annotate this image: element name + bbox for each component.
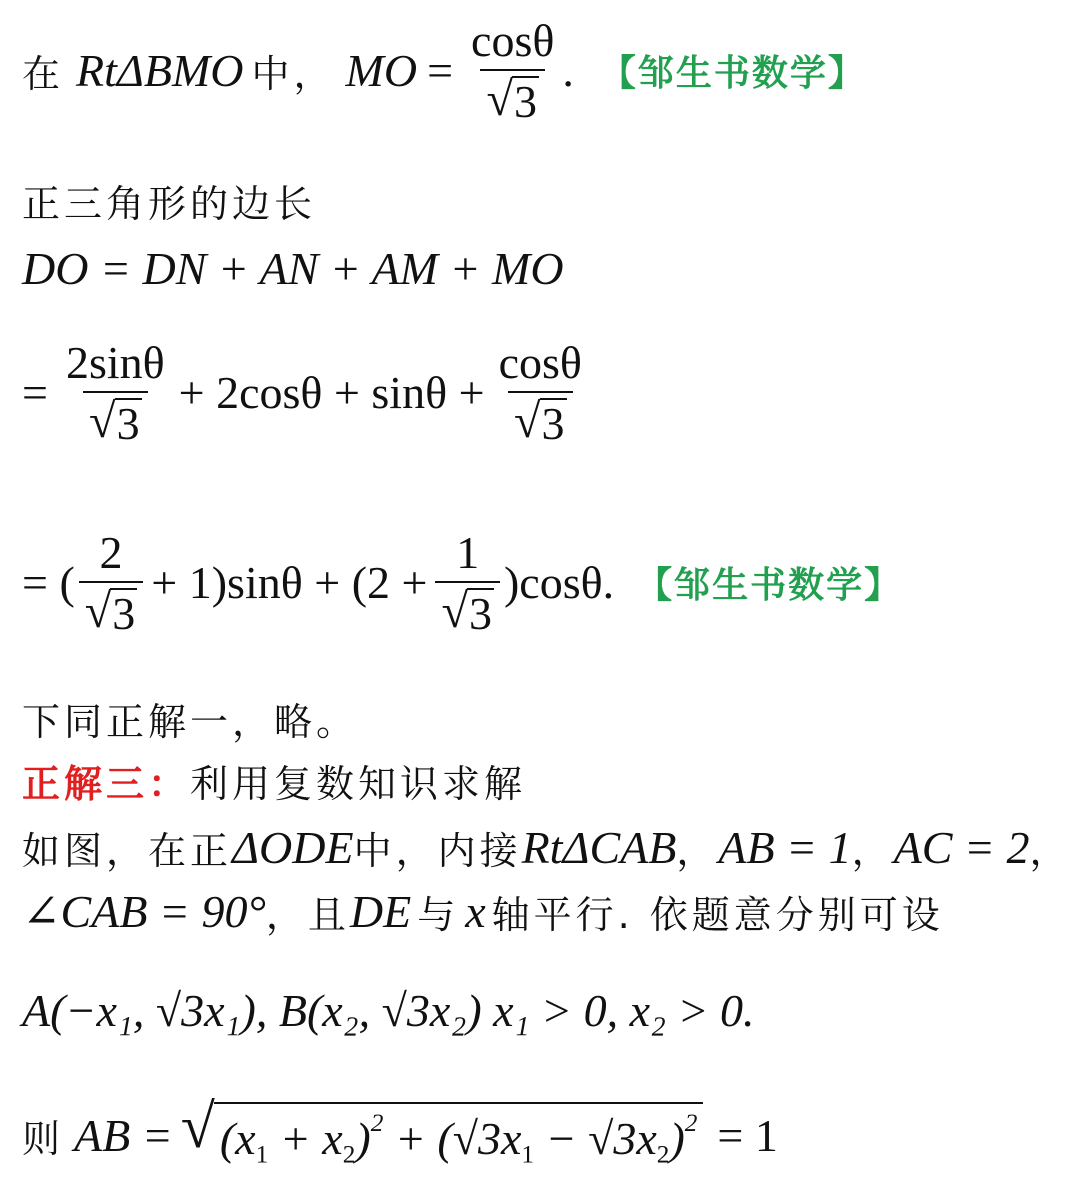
line-11: 则 AB = √ $(x_1 + x_2)^2 + (√3x_1 - √3x_2)^2$ = 1 [22,1092,778,1169]
line-9: ∠CAB = 90° ，且 DE 与 x 轴平行. 依题意分别可设 [22,885,944,937]
fraction: 2sinθ √ 3 [62,336,169,448]
line-4: = 2sinθ √ 3 + 2cosθ + sinθ + cosθ √ 3 [22,335,590,450]
fraction: cosθ √ 3 [495,336,586,448]
line-10: A(−x₁, √3x₁), B(x₂, √3x₂) x₁ > 0, x₂ > 0. [22,984,755,1036]
line4-middle: + 2cosθ + sinθ + [178,367,485,418]
line-2: 正三角形的边长 [22,181,317,226]
fraction: 2 √ 3 [79,526,144,638]
fraction-numerator: cosθ [471,14,555,66]
sqrt-radicand: 3 [513,75,537,127]
sqrt-expression: √ $(x_1 + x_2)^2 + (√3x_1 - √3x_2)^2$ [181,1102,704,1168]
line1-end: . [562,44,574,96]
line-5 [22,525,902,640]
brand-watermark: 【邹生书数学】 [636,565,903,606]
line5-open: = ( [22,557,75,608]
line1-lhs: MO [345,44,418,96]
line-7 [22,755,526,805]
line5-part3: )cosθ. [503,557,615,608]
fraction: cosθ √ 3 [467,14,558,126]
line7-text: 利用复数知识求解 [190,761,527,806]
brand-watermark: 【邹生书数学】 [599,52,866,94]
line1-mid: 中， [251,51,336,96]
fraction: 1 √ 3 [435,526,500,638]
line5-part2: + 1)sinθ + (2 + [151,557,428,608]
line-3: DO = DN + AN + AM + MO [22,242,564,294]
solution-label: 正解三： [22,761,191,806]
line-6: 下同正解一，略。 [22,699,359,744]
line-1: 在 RtΔBMO 中， MO = cosθ √ 3 . 【邹生书数学】 [22,14,866,127]
fraction-numerator: cosθ [498,337,582,389]
fraction-numerator: 2sinθ [65,337,165,389]
line-8: 如图，在正 ΔODE 中，内接 RtΔCAB ， AB = 1 ， AC = 2 ， [22,821,1072,873]
line1-triangle: RtΔBMO [76,44,244,96]
line1-prefix: 在 [22,51,65,96]
